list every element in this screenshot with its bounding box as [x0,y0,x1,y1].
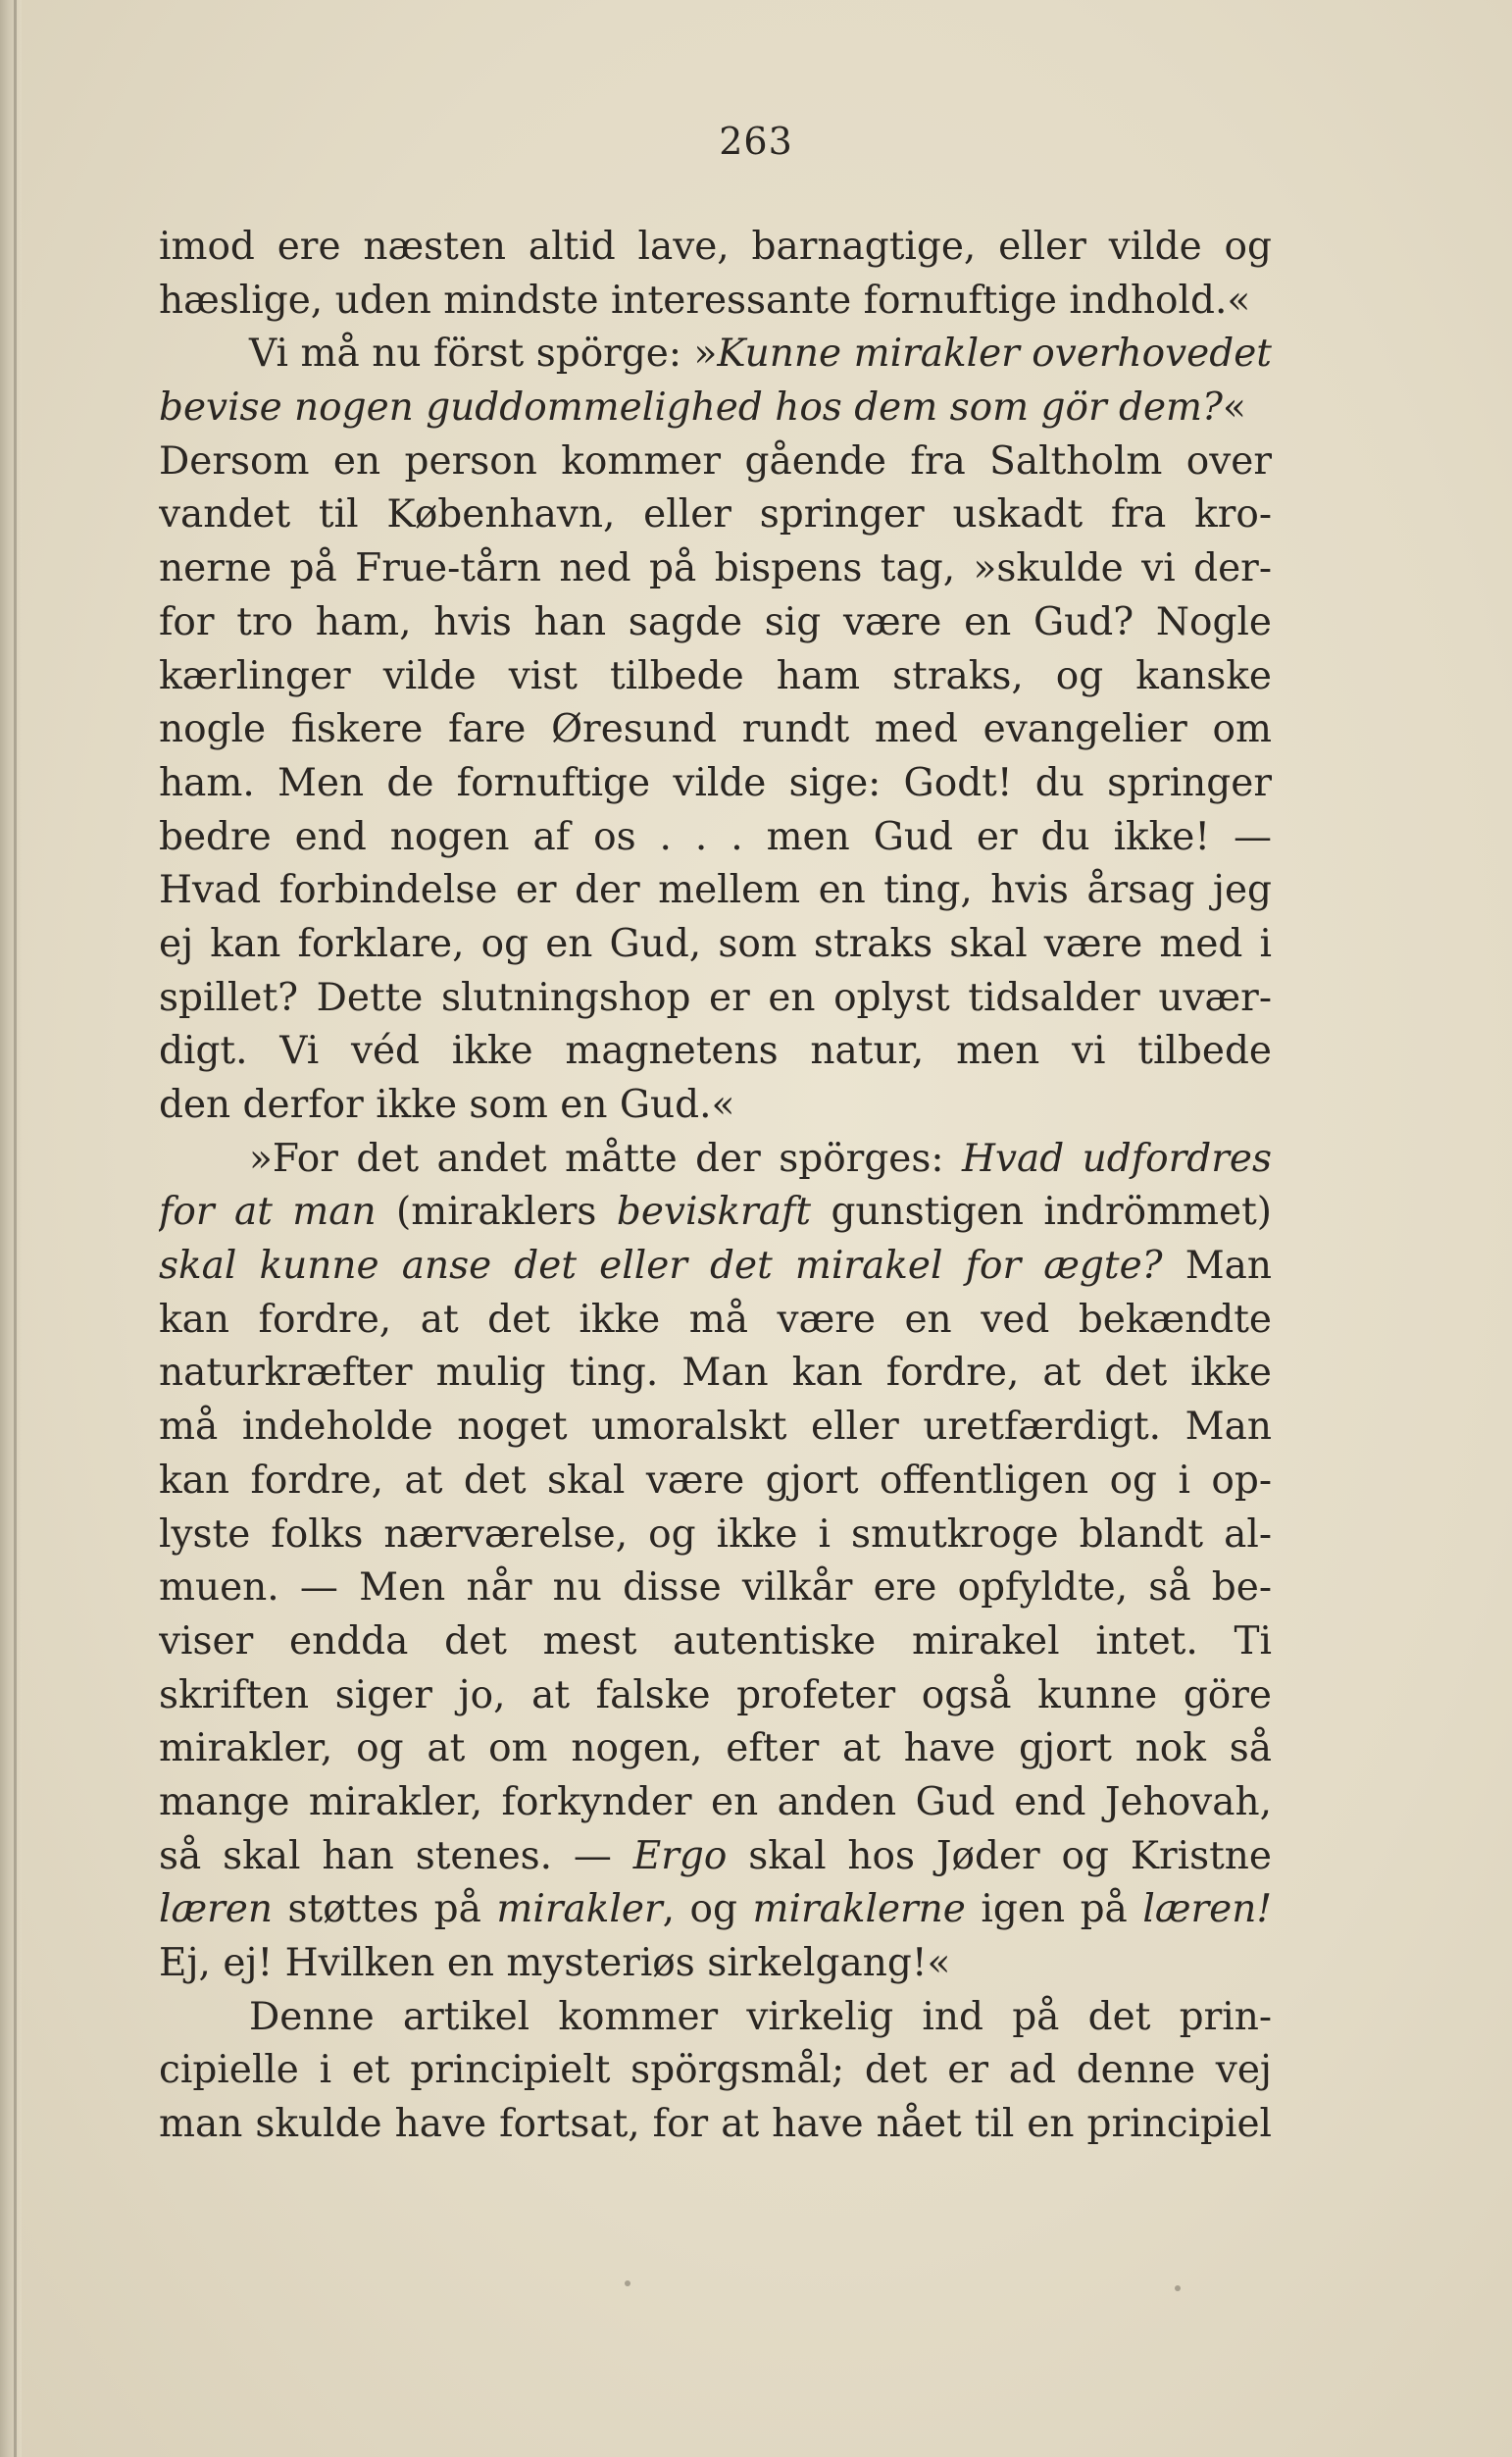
text-line [159,382,1272,435]
text-line [159,1615,1272,1669]
text-segment: imod ere næsten altid lave, barnagtige, eller vilde og [159,225,1272,269]
page-number: 263 [719,120,793,163]
text-line [159,1830,1272,1884]
text-line [159,703,1272,757]
italic-segment: miraklerne [752,1887,966,1932]
text-line [159,1991,1272,2045]
text-segment: Dersom en person kommer gående fra Saltholm over [159,438,1272,484]
text-segment: kan fordre, at det ikke må være en ved bekændte [159,1297,1272,1342]
text-segment: må indeholde noget umoralskt eller uretfærdigt. Man [159,1405,1272,1450]
text-segment: digt. Vi véd ikke magnetens natur, men vi tilbede [159,1029,1272,1074]
text-line [159,864,1272,918]
text-segment: muen. — Men når nu disse vilkår ere opfyldte, så be- [159,1565,1272,1611]
text-segment: Man [1162,1244,1272,1289]
text-segment: naturkræfter mulig ting. Man kan fordre, at det ikke [159,1351,1272,1396]
italic-segment: for at man [159,1190,377,1235]
paper-speck [625,2280,630,2286]
text-segment: cipielle i et principielt spörgsmål; det er ad denne vej [159,2048,1272,2093]
text-segment: igen på [965,1887,1143,1932]
text-line [159,1455,1272,1509]
text-segment: for tro ham, hvis han sagde sig være en Gud? Nogle [159,599,1272,644]
text-segment: Hvad forbindelse er der mellem en ting, hvis årsag jeg [159,868,1272,913]
paper-speck [1175,2285,1181,2291]
text-segment: så skal han stenes. — [159,1833,633,1878]
text-segment: Vi må nu först spörge: » [249,332,718,377]
text-segment: spillet? Dette slutningshop er en oplyst tidsalder uvær- [159,975,1272,1020]
text-line [159,1669,1272,1723]
text-segment: viser endda det mest autentiske mirakel intet. Ti [159,1618,1272,1664]
text-segment: nogle fiskere fare Øresund rundt med evangelier om [159,707,1272,752]
text-segment: , og [662,1887,753,1932]
text-line [159,221,1272,275]
text-segment: ham. Men de fornuftige vilde sige: Godt! du springer [159,760,1272,805]
text-line [159,1776,1272,1830]
text-segment: mange mirakler, forkynder en anden Gud end Jehovah, [159,1779,1272,1824]
text-line [159,811,1272,865]
text-line [159,1883,1272,1937]
text-segment: mirakler, og at om nogen, efter at have gjort nok så [159,1726,1272,1771]
text-segment: Ej, ej! Hvilken en mysteriøs sirkelgang!« [159,1941,951,1985]
text-line [159,1509,1272,1562]
italic-segment: læren! [1142,1887,1272,1932]
text-line [159,1079,1272,1133]
text-line [159,972,1272,1026]
italic-segment: beviskraft [616,1190,812,1235]
body-text [159,221,1272,2152]
text-line [159,1240,1272,1294]
text-segment: den derfor ikke som en Gud.« [159,1083,735,1127]
text-line [159,1347,1272,1401]
text-line [159,2044,1272,2098]
text-segment: Denne artikel kommer virkelig ind på det prin- [249,1994,1272,2039]
italic-segment: skal kunne anse det eller det mirakel for ægte? [159,1244,1163,1289]
italic-segment: Kunne mirakler overhovedet [717,332,1272,377]
italic-segment: Ergo [632,1833,728,1878]
text-segment: kærlinger vilde vist tilbede ham straks, og kanske [159,653,1272,698]
text-segment: ej kan forklare, og en Gud, som straks skal være med i [159,921,1272,966]
text-line [159,1722,1272,1776]
text-line [159,488,1272,542]
text-segment: kan fordre, at det skal være gjort offentligen og i op- [159,1458,1272,1503]
page-binding-edge [14,0,17,2457]
text-segment: »For det andet måtte der spörges: [249,1136,962,1181]
text-line [159,1294,1272,1348]
text-line [159,1133,1272,1187]
text-line [159,650,1272,704]
text-segment: man skulde have fortsat, for at have nået til en principiel [159,2102,1272,2147]
text-segment: « [1222,385,1246,431]
text-line [159,328,1272,382]
italic-segment: mirakler [496,1887,663,1932]
text-segment: hæslige, uden mindste interessante fornuftige indhold.« [159,278,1251,323]
text-segment: (miraklers [376,1190,617,1235]
text-segment: skal hos Jøder og Kristne [727,1833,1272,1878]
italic-segment: bevise nogen guddommelighed hos dem som gör dem? [159,385,1223,431]
text-line [159,542,1272,596]
text-line [159,1025,1272,1079]
text-line [159,1561,1272,1615]
text-line [159,2098,1272,2152]
text-segment: støttes på [272,1887,497,1932]
text-segment: gunstigen indrömmet) [811,1190,1272,1235]
text-line [159,275,1272,329]
italic-segment: læren [159,1887,273,1932]
text-line [159,1186,1272,1240]
text-line [159,757,1272,811]
page-spine-shadow [0,0,22,2457]
text-segment: nerne på Frue-tårn ned på bispens tag, »skulde vi der- [159,546,1272,591]
text-line [159,1401,1272,1455]
text-line [159,1937,1272,1991]
text-line [159,596,1272,650]
text-line [159,918,1272,972]
text-segment: lyste folks nærværelse, og ikke i smutkroge blandt al- [159,1511,1272,1557]
text-segment: vandet til København, eller springer uskadt fra kro- [159,492,1272,537]
italic-segment: Hvad udfordres [961,1136,1272,1181]
text-line [159,435,1272,489]
text-segment: skriften siger jo, at falske profeter også kunne göre [159,1672,1272,1717]
text-segment: bedre end nogen af os . . . men Gud er du ikke! — [159,814,1272,859]
